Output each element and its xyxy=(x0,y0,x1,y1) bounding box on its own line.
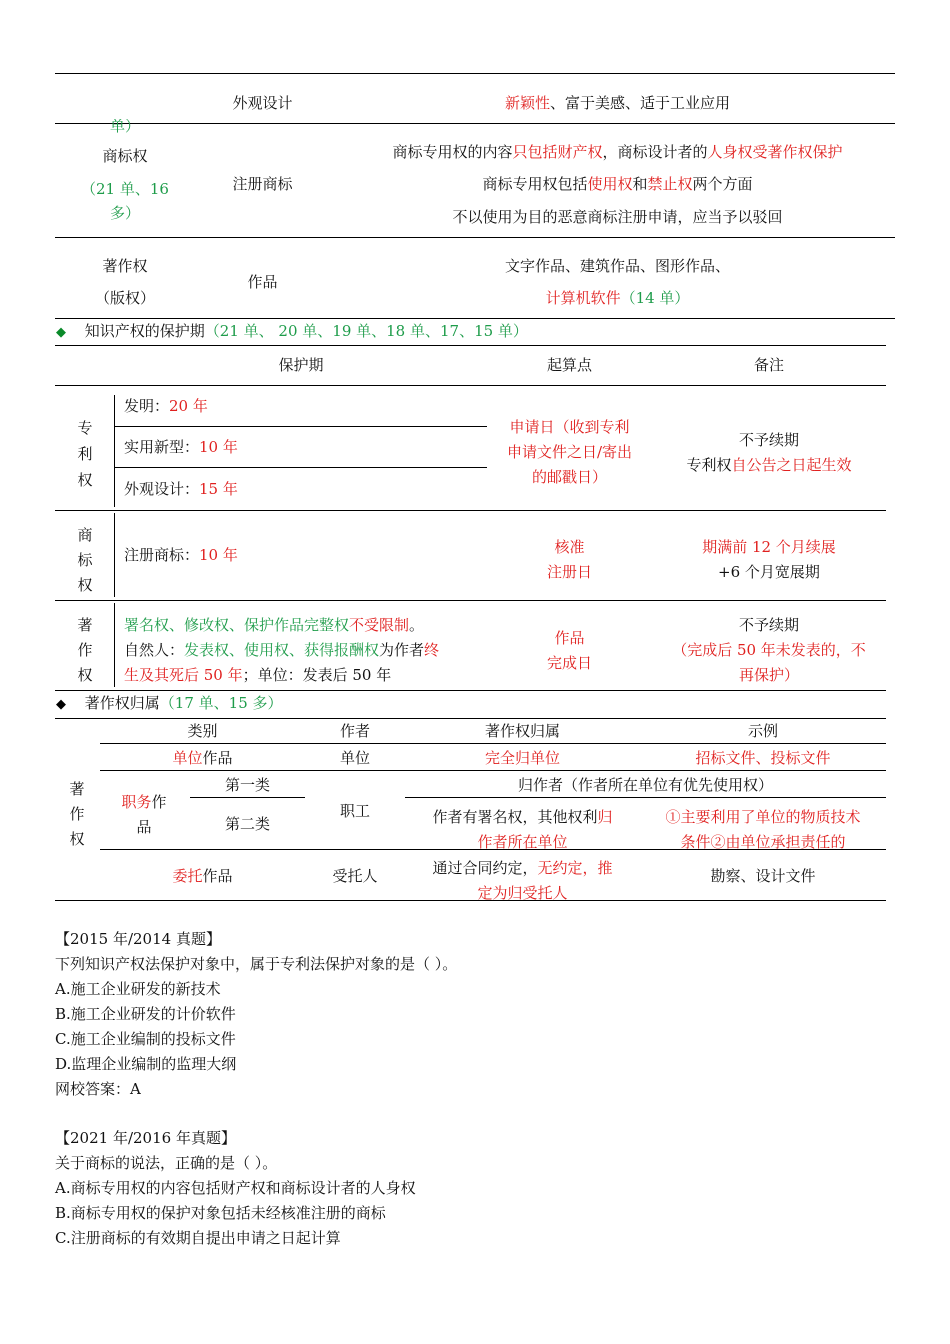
appearance-design-label: 外观设计 xyxy=(232,94,293,112)
patent-label-divider xyxy=(114,395,115,507)
patent-design-period: 外观设计：15 年 xyxy=(124,480,238,498)
unit-work-ownership: 完全归单位 xyxy=(484,749,560,767)
header-author: 作者 xyxy=(339,722,370,740)
header-protection-period: 保护期 xyxy=(278,356,324,374)
patent-subrow-divider xyxy=(115,467,487,468)
ownership-section-heading: ◆ 著作权归属（17 单、15 多） xyxy=(56,694,283,712)
unit-work-category: 单位作品 xyxy=(172,749,233,767)
question2-option-b: B.商标专用权的保护对象包括未经核准注册的商标 xyxy=(55,1204,386,1222)
protection-row-divider xyxy=(55,600,886,601)
ownership-table-top-border xyxy=(55,718,886,719)
table1-top-border xyxy=(55,73,895,74)
copyright-remarks: 不予续期 （完成后 50 年未发表的，不 再保护） xyxy=(672,616,866,684)
question2-option-a: A.商标专用权的内容包括财产权和商标设计者的人身权 xyxy=(55,1179,416,1197)
trademark-label-divider xyxy=(114,513,115,597)
question1-option-c: C.施工企业编制的投标文件 xyxy=(55,1030,236,1048)
patent-subrow-divider xyxy=(115,426,487,427)
diamond-bullet-icon: ◆ xyxy=(56,697,66,712)
trademark-remarks: 期满前 12 个月续展 +6 个月宽展期 xyxy=(702,538,836,581)
table1-bottom-border xyxy=(55,318,895,319)
diamond-bullet-icon: ◆ xyxy=(56,325,66,340)
copyright-period-text: 署名权、修改权、保护作品完整权不受限制。 自然人：发表权、使用权、获得报酬权为作者终 生及其死后 50 年；单位：发表后 50 年 xyxy=(124,616,440,684)
trademark-start-point: 核准 注册日 xyxy=(546,538,592,581)
ownership-row-divider xyxy=(100,849,886,850)
patent-remarks: 不予续期 专利权自公告之日起生效 xyxy=(686,431,852,474)
trademark-content-line3: 不以使用为目的恶意商标注册申请，应当予以驳回 xyxy=(452,208,783,226)
question1-option-b: B.施工企业研发的计价软件 xyxy=(55,1005,236,1023)
trademark-note-fragment: 单） xyxy=(109,119,140,133)
unit-work-author: 单位 xyxy=(339,749,370,767)
header-ownership: 著作权归属 xyxy=(484,722,560,740)
appearance-design-requirements: 新颖性、富于美感、适于工业应用 xyxy=(504,94,731,112)
registered-trademark-label: 注册商标 xyxy=(232,175,293,193)
job-type1-ownership: 归作者（作者所在单位有优先使用权） xyxy=(517,776,773,794)
question1-option-a: A.施工企业研发的新技术 xyxy=(55,980,221,998)
patent-invention-period: 发明：20 年 xyxy=(124,397,208,415)
patent-row-label: 专 利 权 xyxy=(77,419,93,489)
works-types-line1: 文字作品、建筑作品、图形作品、 xyxy=(504,257,730,275)
ownership-table-bottom-border xyxy=(55,900,886,901)
protection-row-divider xyxy=(55,510,886,511)
works-types-line2: 计算机软件（14 单） xyxy=(545,289,690,307)
patent-utility-period: 实用新型：10 年 xyxy=(124,438,238,456)
protection-table-bottom-border xyxy=(55,690,886,691)
ownership-header-divider xyxy=(100,743,886,744)
table1-divider xyxy=(55,237,895,238)
unit-work-example: 招标文件、投标文件 xyxy=(695,749,831,767)
protection-table-top-border xyxy=(55,345,886,346)
copyright-label-divider xyxy=(114,603,115,687)
ownership-row-divider xyxy=(100,770,886,771)
commissioned-work-example: 勘察、设计文件 xyxy=(710,867,816,885)
trademark-row-label: 商 标 权 xyxy=(77,526,93,594)
protection-section-heading: ◆ 知识产权的保护期（21 单、 20 单、19 单、18 单、17、15 单） xyxy=(56,322,528,340)
copyright-alt-label: （版权） xyxy=(94,289,155,307)
header-remarks: 备注 xyxy=(753,356,784,374)
copyright-start-point: 作品 完成日 xyxy=(546,629,592,672)
question1-stem: 下列知识产权法保护对象中，属于专利法保护对象的是（ ）。 xyxy=(55,955,458,973)
question2-option-c: C.注册商标的有效期自提出申请之日起计算 xyxy=(55,1229,341,1247)
commissioned-work-author: 受托人 xyxy=(332,867,378,885)
job-work-type1: 第一类 xyxy=(224,776,270,794)
trademark-content-line2: 商标专用权包括使用权和禁止权两个方面 xyxy=(482,175,753,193)
job-type-divider xyxy=(405,797,886,798)
header-start-point: 起算点 xyxy=(546,356,592,374)
job-work-author: 职工 xyxy=(339,802,370,820)
ownership-row-label: 著 作 权 xyxy=(69,780,85,848)
job-work-category: 职务作 品 xyxy=(121,793,167,836)
question2-header: 【2021 年/2016 年真题】 xyxy=(55,1129,236,1147)
header-example: 示例 xyxy=(747,722,778,740)
question1-option-d: D.监理企业编制的监理大纲 xyxy=(55,1055,237,1073)
protection-header-divider xyxy=(55,385,886,386)
trademark-right-label: 商标权 xyxy=(102,147,148,165)
patent-start-point: 申请日（收到专利 申请文件之日/寄出 的邮戳日） xyxy=(506,418,633,486)
job-type2-example: ①主要利用了单位的物质技术 条件②由单位承担责任的 xyxy=(665,808,861,851)
job-type2-ownership: 作者有署名权，其他权利归 作者所在单位 xyxy=(432,808,613,851)
trademark-content-line1: 商标专用权的内容只包括财产权，商标设计者的人身权受著作权保护 xyxy=(392,143,843,161)
header-category: 类别 xyxy=(187,722,218,740)
job-work-type2: 第二类 xyxy=(224,815,270,833)
question1-answer: 网校答案：A xyxy=(55,1080,141,1098)
works-label: 作品 xyxy=(247,273,278,291)
question1-header: 【2015 年/2014 真题】 xyxy=(55,930,221,948)
copyright-row-label: 著 作 权 xyxy=(77,616,93,684)
registered-trademark-period: 注册商标：10 年 xyxy=(124,546,238,564)
commissioned-work-ownership: 通过合同约定，无约定，推 定为归受托人 xyxy=(432,859,613,902)
question2-stem: 关于商标的说法，正确的是（ ）。 xyxy=(55,1154,278,1172)
trademark-exam-note: （21 单、16 xyxy=(81,180,169,198)
trademark-exam-note-cont: 多） xyxy=(109,204,140,222)
copyright-label: 著作权 xyxy=(102,257,148,275)
job-type-divider xyxy=(190,797,305,798)
commissioned-work-category: 委托作品 xyxy=(172,867,233,885)
